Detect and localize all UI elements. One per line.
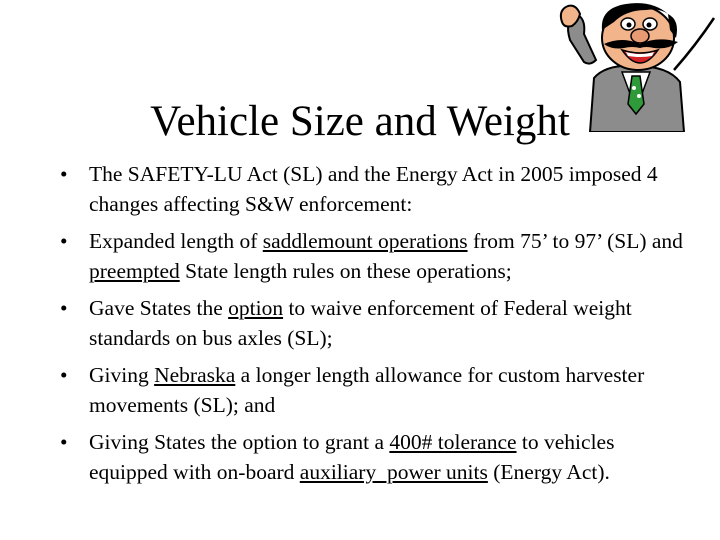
- bullet-list: [60, 159, 695, 494]
- bullet-text-segment: Expanded length of: [89, 229, 263, 253]
- bullet-item: [60, 360, 695, 420]
- bullet-marker: •: [60, 430, 68, 454]
- bullet-item: [60, 226, 695, 286]
- bullet-text-segment: a longer length allowance for custom harvester movements (SL); and: [89, 363, 645, 417]
- underlined-term-nebraska: Nebraska: [154, 363, 236, 387]
- bullet-item: [60, 159, 695, 219]
- bullet-text: [89, 363, 644, 417]
- bullet-text-segment: from 75’ to 97’ (SL) and: [467, 229, 683, 253]
- underlined-term-preempted: preempted: [89, 259, 180, 283]
- bullet-item: [60, 293, 695, 353]
- bullet-text: [89, 229, 683, 283]
- bullet-text-segment: to waive enforcement of Federal weight standards on bus axles (SL);: [89, 296, 632, 350]
- bullet-marker: •: [60, 229, 68, 253]
- bullet-text-segment: The SAFETY-LU Act (SL) and the Energy Act in 2005 imposed 4 changes affecting S&W enforcement:: [89, 162, 658, 216]
- bullet-text: [89, 162, 658, 216]
- bullet-text-segment: State length rules on these operations;: [179, 259, 512, 283]
- bullet-marker: •: [60, 363, 68, 387]
- bullet-marker: •: [60, 296, 68, 320]
- bullet-text-segment: Giving States the option to grant a: [89, 430, 390, 454]
- bullet-text: [89, 430, 614, 484]
- bullet-marker: •: [60, 162, 68, 186]
- bullet-text-segment: (Energy Act).: [487, 460, 610, 484]
- bullet-item: [60, 427, 695, 487]
- slide-title: Vehicle Size and Weight: [150, 98, 570, 145]
- bullet-text-segment: Gave States the: [89, 296, 229, 320]
- underlined-term-auxiliary-power-units: auxiliary power units: [299, 460, 488, 484]
- underlined-term-option: option: [228, 296, 284, 320]
- bullet-text-segment: Giving: [89, 363, 155, 387]
- bullet-text-segment: to vehicles equipped with on-board: [89, 430, 615, 484]
- underlined-term-saddlemount-operations: saddlemount operations: [262, 229, 468, 253]
- bullet-text: [89, 296, 632, 350]
- underlined-term-400-tolerance: 400# tolerance: [389, 430, 517, 454]
